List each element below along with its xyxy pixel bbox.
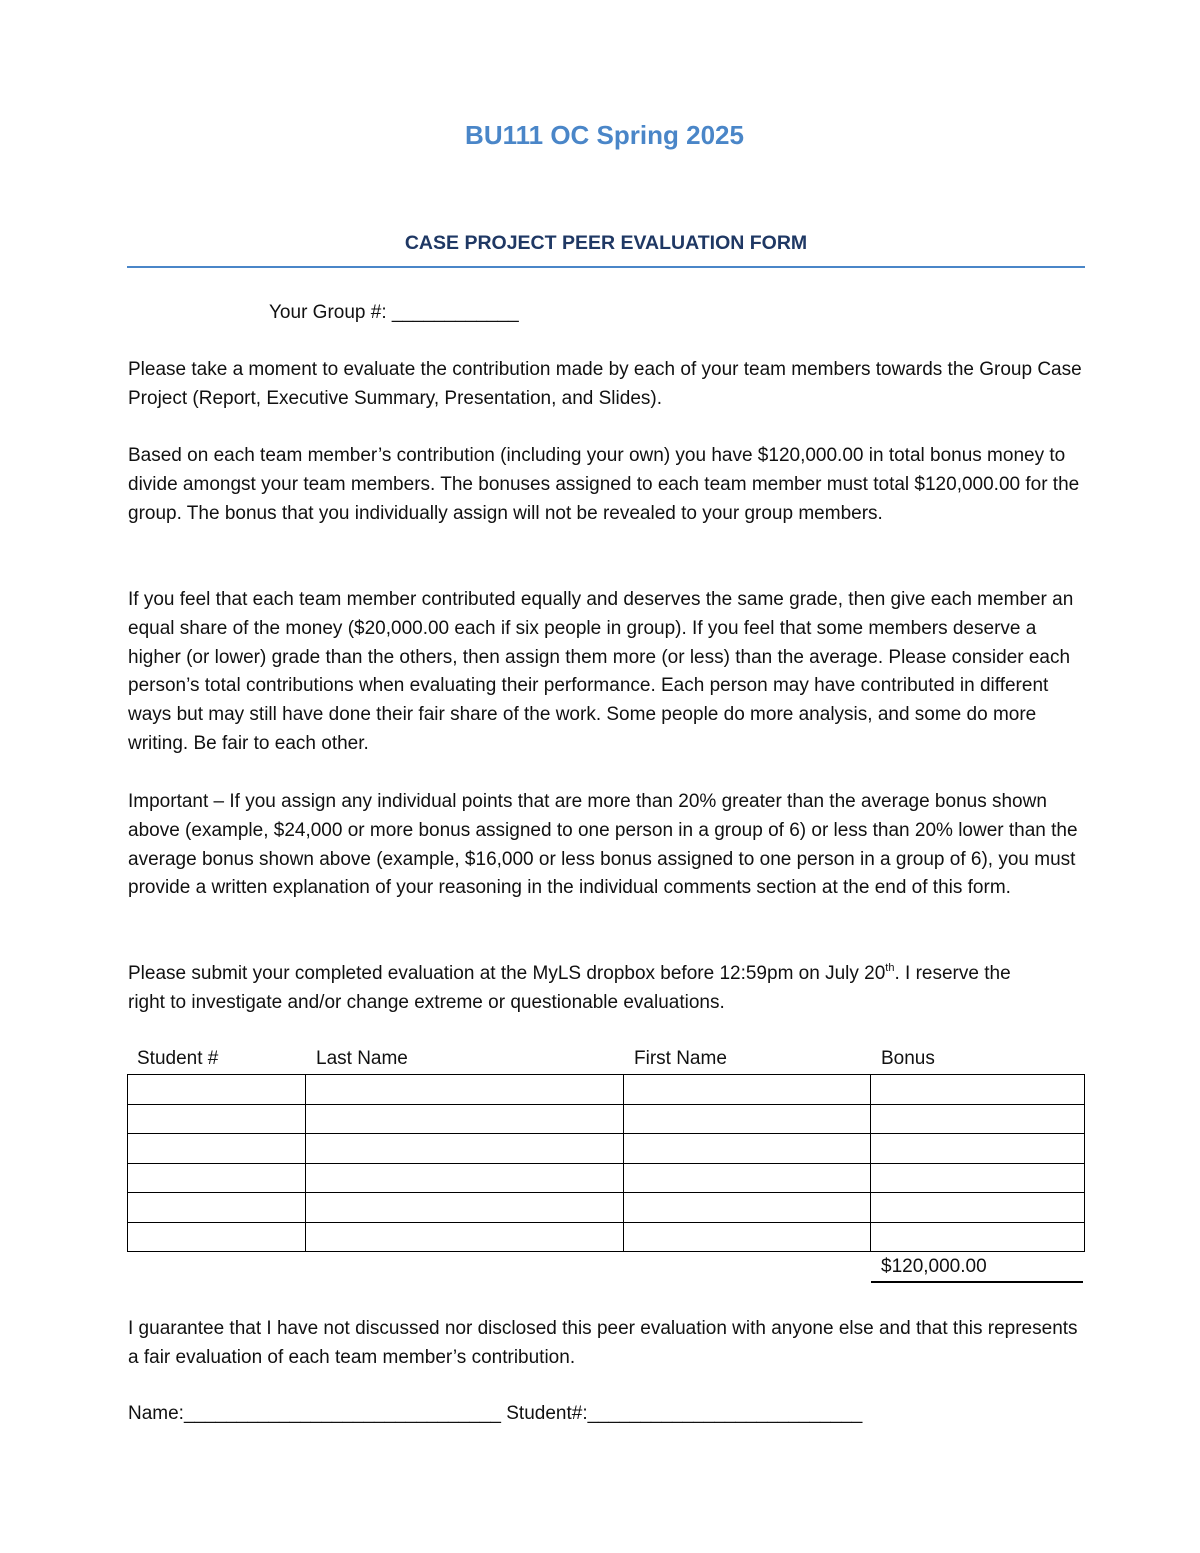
student-number-cell[interactable] — [128, 1075, 306, 1105]
bonus-cell[interactable] — [871, 1163, 1085, 1193]
bonus-cell[interactable] — [871, 1222, 1085, 1252]
date-superscript: th — [885, 962, 895, 974]
first-name-cell[interactable] — [624, 1075, 871, 1105]
name-label: Name: — [128, 1403, 184, 1424]
student-number-cell[interactable] — [128, 1222, 306, 1252]
submission-text-end: . I reserve the right to investigate and/or change extreme or questionable evaluations. — [128, 963, 1011, 1013]
bonus-cell[interactable] — [871, 1104, 1085, 1134]
table-row — [128, 1193, 1085, 1223]
first-name-cell[interactable] — [624, 1104, 871, 1134]
last-name-cell[interactable] — [306, 1134, 624, 1164]
first-name-cell[interactable] — [624, 1222, 871, 1252]
student-number-cell[interactable] — [128, 1193, 306, 1223]
bonus-cell[interactable] — [871, 1193, 1085, 1223]
table-row — [128, 1163, 1085, 1193]
first-name-cell[interactable] — [624, 1134, 871, 1164]
table-row — [128, 1134, 1085, 1164]
table-row — [128, 1104, 1085, 1134]
total-underline — [871, 1281, 1083, 1283]
evaluation-table — [127, 1074, 1085, 1252]
student-number-label: Student#: — [500, 1403, 588, 1424]
form-subtitle: CASE PROJECT PEER EVALUATION FORM — [404, 232, 808, 254]
student-number-cell[interactable] — [128, 1163, 306, 1193]
title-divider — [127, 266, 1085, 268]
bonus-cell[interactable] — [871, 1075, 1085, 1105]
column-header-bonus: Bonus — [881, 1048, 935, 1069]
name-blank[interactable]: ______________________________ — [183, 1403, 501, 1424]
student-number-cell[interactable] — [128, 1104, 306, 1134]
last-name-cell[interactable] — [306, 1222, 624, 1252]
guarantee-paragraph: I guarantee that I have not discussed nor disclosed this peer evaluation with anyone else and that this represents a fair evaluation of each team member’s contribution. — [128, 1318, 1078, 1368]
table-row — [128, 1222, 1085, 1252]
budget-paragraph: Based on each team member’s contribution (including your own) you have $120,000.00 in total bonus money to divide amongst your team members. The bonuses assigned to each team member must total $120,000.00 for the group. The bonus that you individually assign will not be revealed to your group members. — [128, 445, 1080, 524]
group-number-label: Your Group #: — [269, 302, 392, 323]
equal-share-paragraph: If you feel that each team member contributed equally and deserves the same grade, then give each member an equal share of the money ($20,000.00 each if six people in group). If you feel that some members deserve a higher (or lower) grade than the others, then assign them more (or less) than the average. Please consider each person’s total contributions when evaluating their performance. Each person may have contributed in different ways but may still have done their fair share of the work. Some people do more analysis, and some do more writing. Be fair to each other. — [128, 589, 1074, 754]
column-header-student-number: Student # — [137, 1048, 219, 1069]
important-paragraph: Important – If you assign any individual points that are more than 20% greater than the average bonus shown above (example, $24,000 or more bonus assigned to one person in a group of 6) or less than 20% lower than the average bonus shown above (example, $16,000 or less bonus assigned to one person in a group of 6), you must provide a written explanation of your reasoning in the individual comments section at the end of this form. — [128, 791, 1078, 899]
group-number-blank[interactable]: ____________ — [391, 302, 519, 323]
bonus-total: $120,000.00 — [881, 1256, 987, 1277]
intro-paragraph: Please take a moment to evaluate the contribution made by each of your team members towards the Group Case Project (Report, Executive Summary, Presentation, and Slides). — [128, 359, 1082, 409]
first-name-cell[interactable] — [624, 1163, 871, 1193]
last-name-cell[interactable] — [306, 1193, 624, 1223]
last-name-cell[interactable] — [306, 1075, 624, 1105]
student-number-blank[interactable]: __________________________ — [587, 1403, 863, 1424]
first-name-cell[interactable] — [624, 1193, 871, 1223]
signature-line — [128, 1403, 862, 1425]
table-row — [128, 1075, 1085, 1105]
student-number-cell[interactable] — [128, 1134, 306, 1164]
column-header-first-name: First Name — [634, 1048, 727, 1069]
submission-paragraph — [128, 960, 1033, 1018]
submission-text: Please submit your completed evaluation at the MyLS dropbox before 12:59pm on July 20 — [128, 963, 886, 984]
last-name-cell[interactable] — [306, 1104, 624, 1134]
column-header-last-name: Last Name — [316, 1048, 408, 1069]
page-title: BU111 OC Spring 2025 — [465, 120, 744, 150]
bonus-cell[interactable] — [871, 1134, 1085, 1164]
last-name-cell[interactable] — [306, 1163, 624, 1193]
group-number-field[interactable] — [269, 302, 519, 324]
